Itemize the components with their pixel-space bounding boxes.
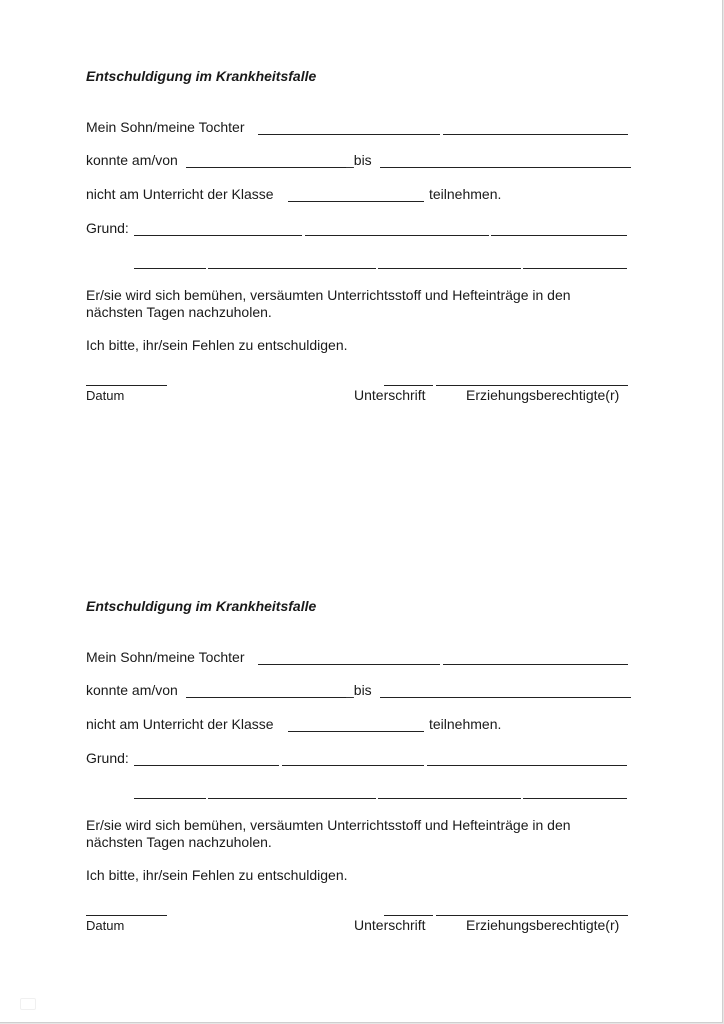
reason-line-2[interactable] — [208, 268, 376, 269]
class-line[interactable] — [288, 731, 424, 732]
reason-line[interactable] — [134, 235, 302, 236]
reason-line[interactable] — [282, 765, 424, 766]
signature-line[interactable] — [436, 915, 628, 916]
date-caption: Datum — [86, 388, 125, 403]
signature-caption: Unterschrift — [354, 917, 426, 933]
child-label: Mein Sohn/meine Tochter — [86, 119, 245, 135]
class-label: nicht am Unterricht der Klasse — [86, 716, 274, 732]
signature-caption: Unterschrift — [354, 387, 426, 403]
reason-line[interactable] — [491, 235, 627, 236]
child-name-line[interactable] — [258, 664, 440, 665]
reason-label: Grund: — [86, 750, 129, 766]
date-signature-line[interactable] — [86, 385, 167, 386]
date-to-label: _bis — [346, 682, 372, 698]
participate-label: teilnehmen. — [429, 716, 502, 732]
reason-line[interactable] — [427, 765, 627, 766]
excuse-form-2 — [0, 530, 724, 950]
reason-line[interactable] — [305, 235, 489, 236]
reason-line-2[interactable] — [208, 798, 376, 799]
reason-line-2[interactable] — [378, 798, 521, 799]
reason-line-2[interactable] — [523, 268, 627, 269]
guardian-caption: Erziehungsberechtigte(r) — [466, 917, 620, 933]
reason-line[interactable] — [134, 765, 279, 766]
form-title: Entschuldigung im Krankheitsfalle — [86, 598, 317, 614]
reason-label: Grund: — [86, 220, 129, 236]
child-label: Mein Sohn/meine Tochter — [86, 649, 245, 665]
child-name-line[interactable] — [443, 664, 628, 665]
child-name-line[interactable] — [443, 134, 628, 135]
paragraph-line: Er/sie wird sich bemühen, versäumten Unterrichtsstoff und Hefteinträge in den — [86, 287, 571, 303]
reason-line-2[interactable] — [523, 798, 627, 799]
paragraph-line: Er/sie wird sich bemühen, versäumten Unterrichtsstoff und Hefteinträge in den — [86, 817, 571, 833]
date-to-line[interactable] — [380, 697, 631, 698]
child-name-line[interactable] — [258, 134, 440, 135]
excuse-form-1 — [0, 0, 724, 420]
date-signature-line[interactable] — [86, 915, 167, 916]
date-from-label: konnte am/von — [86, 682, 178, 698]
date-from-label: konnte am/von — [86, 152, 178, 168]
request-text: Ich bitte, ihr/sein Fehlen zu entschuldigen. — [86, 337, 348, 353]
signature-line[interactable] — [384, 385, 433, 386]
date-from-line[interactable] — [186, 697, 346, 698]
class-label: nicht am Unterricht der Klasse — [86, 186, 274, 202]
paragraph-line: nächsten Tagen nachzuholen. — [86, 834, 272, 850]
request-text: Ich bitte, ihr/sein Fehlen zu entschuldigen. — [86, 867, 348, 883]
signature-line[interactable] — [436, 385, 628, 386]
signature-line[interactable] — [384, 915, 433, 916]
date-to-label: _bis — [346, 152, 372, 168]
reason-line-2[interactable] — [134, 268, 206, 269]
participate-label: teilnehmen. — [429, 186, 502, 202]
class-line[interactable] — [288, 201, 424, 202]
paragraph-line: nächsten Tagen nachzuholen. — [86, 304, 272, 320]
page-corner-mark — [20, 998, 36, 1010]
date-from-line[interactable] — [186, 167, 346, 168]
guardian-caption: Erziehungsberechtigte(r) — [466, 387, 620, 403]
form-title: Entschuldigung im Krankheitsfalle — [86, 68, 317, 84]
date-to-line[interactable] — [380, 167, 631, 168]
reason-line-2[interactable] — [134, 798, 206, 799]
date-caption: Datum — [86, 918, 125, 933]
reason-line-2[interactable] — [378, 268, 521, 269]
